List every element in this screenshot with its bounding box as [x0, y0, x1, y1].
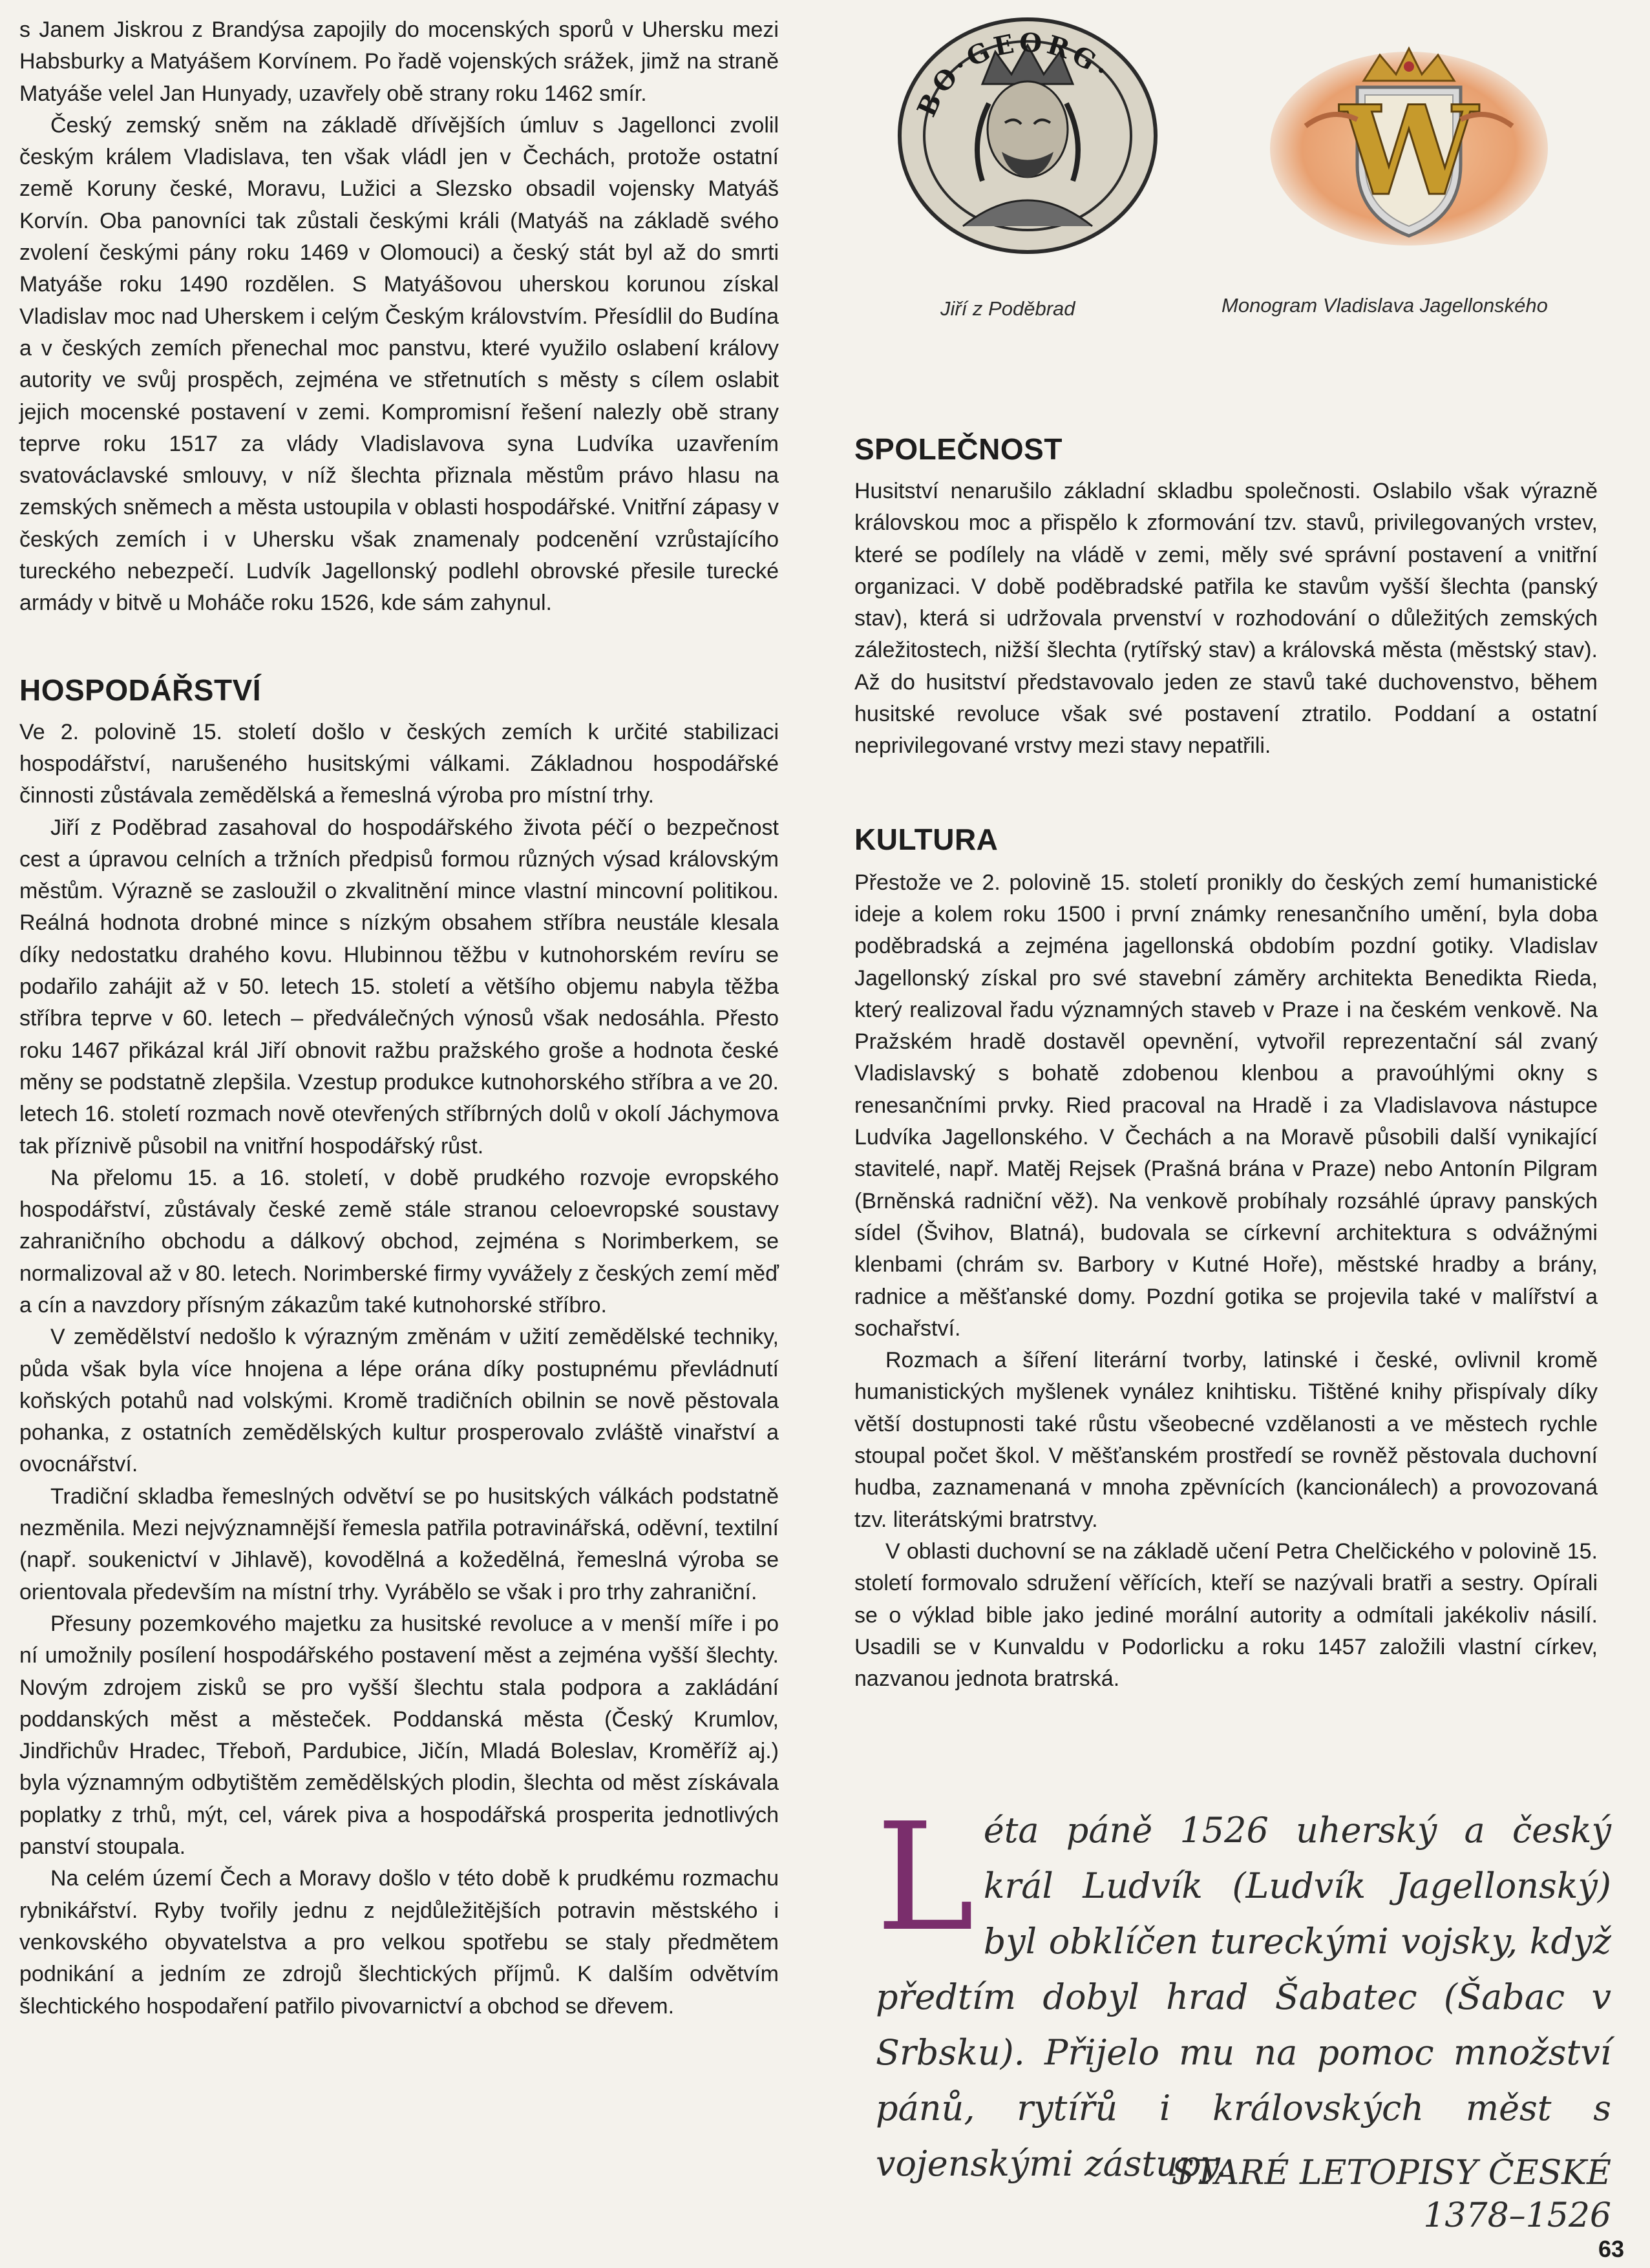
page-number: 63 [1598, 2236, 1624, 2262]
coin-caption: Jiří z Poděbrad [940, 297, 1075, 320]
paragraph: Husitství nenarušilo základní skladbu společnosti. Oslabilo však výrazně královskou moc a přispělo k zformování tzv. stavů, privilegovaných vrstev, které se podílely na vládě v zemi, měly své správní postavení a vnitřní organizaci. V době poděbradské patřila ke stavům vyšší šlechta (panský stav), která si udržovala prvenství v rozhodování o důležitých zemských záležitostech, nižší šlechta (rytířský stav) a královská města (městský stav). Až do husitství představovalo jeden ze stavů také duchovenstvo, během husitské revoluce však své postavení ztratilo. Poddaní a ostatní neprivilegované vrstvy mezi stavy nepatřili. [854, 479, 1598, 759]
paragraph: Na celém území Čech a Moravy došlo v této době k prudkému rozmachu rybnikářství. Ryby tvořily jednu z nejdůležitějších potravin městského i venkovského obyvatelstva a pro velkou spotřebu se staly předmětem podnikání a jedním ze zdrojů šlechtických příjmů. K dalším odvětvím šlechtického hospodaření patřilo pivovarnictví a obchod se dřevem. [19, 1866, 779, 2019]
paragraph: Tradiční skladba řemeslných odvětví se po husitských válkách podstatně nezměnila. Mezi nejvýznamnější řemesla patřila potravinářská, oděvní, textilní (např. soukenictví v Jihlavě), kovodělná a kožedělná, řemeslná výroba se orientovala především na místní trhy. Vyrábělo se však i pro trhy zahraniční. [19, 1484, 779, 1604]
paragraph: V zemědělství nedošlo k výrazným změnám v užití zemědělské techniky, půda však byla více hnojena a lépe orána díky postupnému převládnutí koňských potahů nad volskými. Kromě tradičních obilnin se nově pěstovala pohanka, z ostatních zemědělských kultur prosperovalo zvláště vinařství a ovocnářství. [19, 1325, 779, 1477]
paragraph: Jiří z Poděbrad zasahoval do hospodářského života péčí o bezpečnost cest a úpravou celních a tržních předpisů formou různých výsad královským městům. Výrazně se zasloužil o zkvalitnění mince vlastní mincovní politikou. Reálná hodnota drobné mince s nízkým obsahem stříbra neustále klesala díky nedostatku drahého kovu. Hlubinnou těžbu v kutnohorském revíru se podařilo zahájit až v 50. letech 15. století a většího objemu nabyla těžba stříbra teprve v 60. letech – předválečných výnosů však nedosáhla. Přesto roku 1467 přikázal král Jiří obnovit ražbu pražského groše a hodnota české měny se podstatně zlepšila. Vzestup produkce kutnohorského stříbra a ve 20. letech 16. století rozmach nově otevřených stříbrných dolů v okolí Jáchymova tak příznivě působil na vnitřní hospodářský růst. [19, 815, 779, 1159]
monogram-icon [1267, 36, 1551, 249]
section-heading-spolecnost: SPOLEČNOST [854, 432, 1063, 466]
quote-dropcap: L [876, 1792, 975, 1964]
paragraph: Ve 2. polovině 15. století došlo v českých zemích k určité stabilizaci hospodářství, narušeného husitskými válkami. Základnou hospodářské činnosti zůstávala zemědělská a řemeslná výroba pro místní trhy. [19, 719, 779, 808]
paragraph: Rozmach a šíření literární tvorby, latinské i české, ovlivnil kromě humanistických myšlenek vynález knihtisku. Tištěné knihy přispívaly díky větší dostupnosti také růstu všeobecné vzdělanosti a ve městech rychle stoupal počet škol. V měšťanském prostředí se rovněž pěstovala duchovní hudba, zaznamenaná v mnoha zpěvnících (kancionálech) a provozovaná tzv. literátskými bratrstvy. [854, 1348, 1598, 1532]
quote-source-title: STARÉ LETOPISY ČESKÉ [1171, 2154, 1611, 2192]
right-column [854, 432, 1598, 1695]
paragraph: Přestože ve 2. polovině 15. století pronikly do českých zemí humanistické ideje a kolem roku 1500 i první známky renesančního umění, byla doba poděbradská a zejména jagellonská obdobím pozdní gotiky. Vladislav Jagellonský získal pro své stavební záměry architekta Benedikta Rieda, který realizoval řadu významných staveb v Praze i na českém venkově. Na Pražském hradě dostavěl opevnění, vytvořil reprezentační sál zvaný Vladislavský s bohatě zdobenou klenbou a pravoúhlými okny s renesančními prvky. Ried pracoval na Hradě i za Vladislavova nástupce Ludvíka Jagellonského. V Čechách a na Moravě působili další vynikající stavitelé, např. Matěj Rejsek (Prašná brána v Praze) nebo Antonín Pilgram (Brněnská radniční věž). Na venkově probíhaly rozsáhlé úpravy panských sídel (Švihov, Blatná), budovala se církevní architektura s odvážnými klenbami (chrám sv. Barbory v Kutné Hoře), městské hradby a brány, radnice a měšťanské domy. Pozdní gotika se projevila také v malířství a sochařství. [854, 870, 1598, 1341]
section-heading-kultura: KULTURA [854, 822, 999, 856]
coin-portrait-icon [892, 13, 1163, 258]
quote-text: éta páně 1526 uherský a český král Ludvík (Ludvík Jagellonský) byl obklíčen tureckými vojsky, když předtím dobyl hrad Šabatec (Šabac v Srbsku). Přijelo mu na pomoc množství pánů, rytířů i královských měst s vojenskými zástupy. [876, 1810, 1611, 2184]
paragraph: V oblasti duchovní se na základě učení Petra Chelčického v polovině 15. století formovalo sdružení věřících, kteří se nazývali bratři a sestry. Opírali se o výklad bible jako jediné morální autority a odmítali jakékoliv násilí. Usadili se v Kunvaldu v Podorlicku a roku 1457 založili vlastní církev, nazvanou jednota bratrská. [854, 1538, 1598, 1692]
left-column [19, 14, 779, 2022]
paragraph: s Janem Jiskrou z Brandýsa zapojily do mocenských sporů v Uhersku mezi Habsburky a Matyášem Korvínem. Po řadě vojenských srážek, jimž na straně Matyáše velel Jan Hunyady, uzavřely obě strany roku 1462 smír. [19, 17, 779, 106]
paragraph: Český zemský sněm na základě dřívějších úmluv s Jagellonci zvolil českým králem Vladislava, ten však vládl jen v Čechách, protože ostatní země Koruny české, Moravu, Lužici a Slezsko obsadil vojensky Matyáš Korvín. Oba panovníci tak zůstali českými králi (Matyáš na základě svého zvolení českými pány roku 1469 v Olomouci) a český stát byl až do smrti Matyáše roku 1490 rozdělen. S Matyášovou uherskou korunou získal Vladislav moc nad Uherskem i celým Českým královstvím. Přesídlil do Budína a v českých zemích přenechal moc panstvu, které využilo oslabení královy autority ve svůj prospěch, zejména ve střetnutích s městy s cílem oslabit jejich mocenské postavení v zemi. Kompromisní řešení nalezly obě strany teprve roku 1517 za vlády Vladislavova syna Ludvíka uzavřením svatováclavské smlouvy, v níž šlechta přiznala městům právo hlasu na zemských sněmech a města ustoupila v oblasti hospodářské. Vnitřní zápasy v českých zemích i v Uhersku však znamenaly podcenění vzrůstajícího tureckého nebezpečí. Ludvík Jagellonský podlehl obrovské přesile turecké armády v bitvě u Moháče roku 1526, kde sám zahynul. [19, 112, 779, 616]
monogram-caption: Monogram Vladislava Jagellonského [1222, 294, 1548, 317]
section-heading-hospodarstvi: HOSPODÁŘSTVÍ [19, 673, 262, 707]
monogram-figure [1267, 36, 1551, 249]
coin-figure [892, 13, 1163, 258]
chronicle-quote [876, 1792, 1611, 2192]
coin-legend: BO·GEORG· [911, 27, 1118, 121]
paragraph: Na přelomu 15. a 16. století, v době prudkého rozvoje evropského hospodářství, zůstávaly české země stále stranou celoevropské soustavy zahraničního obchodu a dálkový obchod, zejména s Norimberkem, se normalizoval až v 80. letech. Norimberské firmy vyvážely z českých zemí měď a cín a navzdory přísným zákazům také kutnohorské stříbro. [19, 1165, 779, 1318]
quote-source [1171, 2152, 1611, 2237]
monogram-letter: W [1340, 79, 1478, 223]
quote-source-years: 1378–1526 [1423, 2196, 1611, 2235]
paragraph: Přesuny pozemkového majetku za husitské revoluce a v menší míře i po ní umožnily posílení hospodářského postavení měst a zejména vyšší šlechty. Novým zdrojem zisků se pro vyšší šlechtu stala podpora a zakládání poddanských měst a městeček. Poddanská města (Český Krumlov, Jindřichův Hradec, Třeboň, Pardubice, Jičín, Mladá Boleslav, Kroměříž aj.) byla významným odbytištěm zemědělských plodin, šlechta od měst získávala poplatky z trhů, mýt, cel, várek piva a hospodářská prosperita jednotlivých panství stoupala. [19, 1611, 779, 1860]
